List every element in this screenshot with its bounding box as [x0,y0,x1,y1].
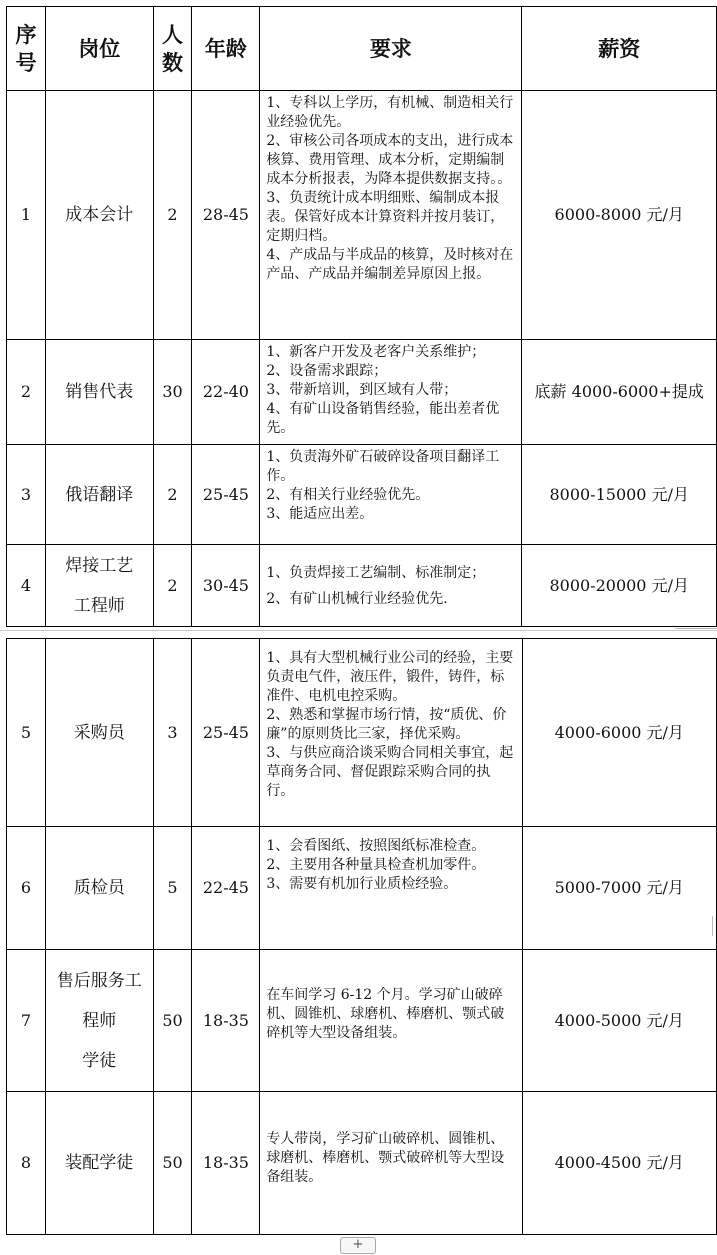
row-salary: 4000-4500 元/月 [522,1092,716,1235]
row-age: 22-40 [192,340,260,445]
requirement-line: 3、负责统计成本明细账、编制成本报表。保管好成本计算资料并按月装订，定期归档。 [266,190,505,244]
requirement-line: 1、负责海外矿石破碎设备项目翻译工作。 [266,449,500,484]
row-position: 俄语翻译 [45,445,153,545]
requirement-line: 3、需要有机加行业质检经验。 [266,876,458,892]
row-age: 18-35 [192,1092,260,1235]
row-salary: 8000-20000 元/月 [522,545,717,627]
row-position: 装配学徒 [45,1092,153,1235]
row-no: 6 [7,827,46,950]
row-requirements [260,340,522,445]
row-no: 4 [7,545,46,627]
table-row [7,545,717,627]
table-row [7,91,717,340]
requirement-line: 1、新客户开发及老客户关系维护； [266,344,486,360]
header-count: 人 数 [153,7,192,91]
scroll-edge-mark [712,916,717,936]
row-requirements [260,91,522,340]
row-count: 3 [153,639,192,827]
row-salary: 底薪 4000-6000+提成 [522,340,717,445]
row-count: 2 [153,445,192,545]
row-no: 7 [7,950,46,1092]
table-row [7,340,717,445]
row-salary: 5000-7000 元/月 [522,827,716,950]
requirement-line: 3、能适应出差。 [266,506,374,522]
row-requirements [260,545,522,627]
position-line: 焊接工艺 [65,555,134,576]
table-row [7,445,717,545]
requirement-line: 2、主要用各种量具检查机加零件。 [266,857,486,873]
row-salary: 4000-6000 元/月 [522,639,716,827]
requirement-line: 3、带新培训，到区域有人带； [266,382,458,398]
header-age: 年龄 [192,7,260,91]
page-break [0,627,717,637]
header-salary: 薪资 [522,7,717,91]
row-salary: 8000-15000 元/月 [522,445,717,545]
row-no: 8 [7,1092,46,1235]
row-requirements [260,445,522,545]
row-position: 销售代表 [45,340,153,445]
row-position: 成本会计 [45,91,153,340]
table-row [7,950,717,1092]
table-row [7,639,717,827]
row-count: 2 [153,91,192,340]
row-count: 50 [153,950,192,1092]
requirement-line: 2、熟悉和掌握市场行情，按“质优、价廉”的原则货比三家，择优采购。 [266,707,507,742]
header-row [7,7,717,91]
requirement-line: 专人带岗，学习矿山破碎机、圆锥机、球磨机、棒磨机、颚式破碎机等大型设备组装。 [266,1131,505,1185]
requirement-line: 4、产成品与半成品的核算，及时核对在产品、产成品并编制差异原因上报。 [266,247,514,282]
header-position: 岗位 [45,7,153,91]
row-requirements [260,1092,522,1235]
requirement-line: 3、与供应商洽谈采购合同相关事宜，起草商务合同、督促跟踪采购合同的执行。 [266,745,514,799]
position-line: 程师 [82,1010,117,1031]
row-no: 5 [7,639,46,827]
row-requirements [260,827,522,950]
requirement-line: 1、专科以上学历，有机械、制造相关行业经验优先。 [266,95,514,130]
row-count: 30 [153,340,192,445]
position-line: 工程师 [73,595,125,616]
requirement-line: 1、具有大型机械行业公司的经验，主要负责电气件，液压件，锻件，铸件，标准件、电机电控采购。 [266,650,514,704]
position-line: 售后服务工 [56,970,142,991]
row-position [45,545,153,627]
position-line: 学徒 [82,1050,117,1071]
row-position [45,950,153,1092]
row-age: 30-45 [192,545,260,627]
row-position: 质检员 [45,827,153,950]
requirement-line: 1、会看图纸、按照图纸标准检查。 [266,838,486,854]
requirement-line: 2、设备需求跟踪； [266,363,388,379]
page-break-line [0,630,717,631]
row-age: 28-45 [192,91,260,340]
row-requirements [260,639,522,827]
row-count: 5 [153,827,192,950]
requirement-line: 2、审核公司各项成本的支出，进行成本核算、费用管理、成本分析，定期编制成本分析报表，为降本提供数据支持。。 [266,133,514,187]
row-count: 2 [153,545,192,627]
recruitment-table-part2 [6,638,717,1235]
add-row-button[interactable]: + [340,1237,376,1254]
row-age: 25-45 [192,639,260,827]
row-no: 1 [7,91,46,340]
requirement-line: 2、有矿山机械行业经验优先. [266,590,448,607]
header-requirements: 要求 [260,7,522,91]
page-break-tick [675,628,717,629]
header-no: 序 号 [7,7,46,91]
row-no: 2 [7,340,46,445]
row-requirements [260,950,522,1092]
row-salary: 4000-5000 元/月 [522,950,716,1092]
requirement-line: 4、有矿山设备销售经验，能出差者优先。 [266,401,500,436]
recruitment-table-part1 [6,6,717,627]
row-no: 3 [7,445,46,545]
row-age: 22-45 [192,827,260,950]
row-count: 50 [153,1092,192,1235]
row-salary: 6000-8000 元/月 [522,91,717,340]
row-position: 采购员 [45,639,153,827]
requirement-line: 1、负责焊接工艺编制、标准制定； [266,564,486,581]
row-age: 18-35 [192,950,260,1092]
table-row [7,1092,717,1235]
row-age: 25-45 [192,445,260,545]
requirement-line: 2、有相关行业经验优先。 [266,487,430,503]
table-row [7,827,717,950]
requirement-line: 在车间学习 6-12 个月。学习矿山破碎机、圆锥机、球磨机、棒磨机、颚式破碎机等大型设备组装。 [266,987,505,1041]
